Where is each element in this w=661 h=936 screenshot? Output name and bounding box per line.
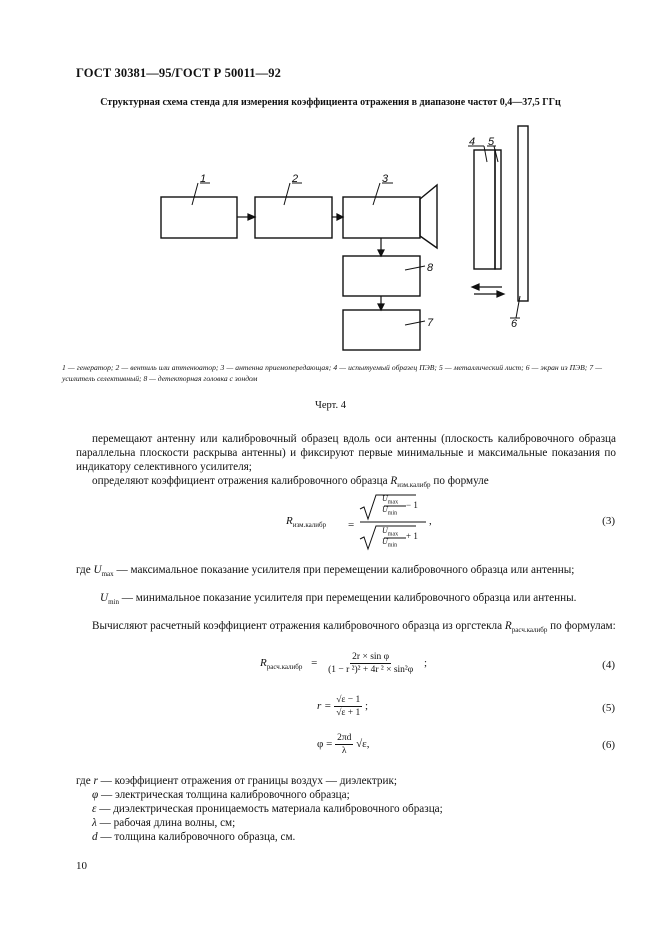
document-header: ГОСТ 30381—95/ГОСТ Р 50011—92 [76, 66, 281, 80]
label-4: 4 [469, 136, 476, 148]
definition-r: где r — коэффициент отражения от границы воздух — диэлектрик; [76, 775, 397, 787]
label-6: 6 [511, 318, 518, 330]
definition-phi: φ — электрическая толщина калибровочного образца; [92, 789, 350, 801]
label-5: 5 [488, 136, 495, 148]
figure-legend: 1 — генератор; 2 — вентиль или аттенюатор; 3 — антенна приемопередающая; 4 — испытуемый образец ПЭВ; 5 — металлический лист; 6 — экран из ПЭВ; 7 — усилитель селективный; 8 — детекторная головка с зондом [62, 363, 602, 383]
label-7: 7 [427, 317, 434, 329]
where-umax: где $U_{max}$ — максимальное показание усилителя при перемещении калибровочного образца или антенны; [76, 564, 575, 579]
block-1-generator [161, 197, 237, 238]
label-8: 8 [427, 262, 434, 274]
equation-5-number: (5) [602, 702, 615, 714]
definition-epsilon: ε — диэлектрическая проницаемость материала калибровочного образца; [92, 803, 443, 815]
label-3: 3 [382, 173, 389, 185]
paragraph-1: перемещают антенну или калибровочный образец вдоль оси антенны (плоскость калибровочного образца параллельна плоскости раскрыва антенны) и фиксируют первые минимальные и максимальные показания по индикатору селективного усилителя; [76, 433, 616, 473]
label-2: 2 [292, 173, 299, 185]
equation-3: $R_{изм.калибр}$ = $U_{max}$ $U_{min}$ − 1 $U_{max}$ $U_{min}$ + 1 , [286, 493, 466, 553]
equation-5: r = $\frac{√\varepsilon - 1}{√\varepsilon + 1}$ ; [317, 695, 369, 718]
where-umin: $U_{min}$ — минимальное показание усилителя при перемещении калибровочного образца или антенны. [100, 592, 577, 607]
sqrt-fraction [356, 493, 446, 553]
equation-6-number: (6) [602, 739, 615, 751]
sample-4 [474, 150, 495, 269]
paragraph-3: Вычисляют расчетный коэффициент отражения калибровочного образца из оргстекла $R_{расч.калибр}$ по формулам: [92, 620, 616, 635]
block-8-detector [343, 256, 420, 296]
equation-3-number: (3) [602, 515, 615, 527]
page-number: 10 [76, 860, 87, 872]
screen-6 [518, 126, 528, 301]
block-7-amplifier [343, 310, 420, 350]
figure-caption: Черт. 4 [315, 400, 346, 411]
figure-title: Структурная схема стенда для измерения коэффициента отражения в диапазоне частот 0,4—37,5 ГГц [100, 97, 561, 108]
definition-d: d — толщина калибровочного образца, см. [92, 831, 296, 843]
label-1: 1 [200, 173, 207, 185]
equation-6: φ = $\frac{2\pi d}{\lambda}$ √ε, [317, 733, 370, 756]
paragraph-2: определяют коэффициент отражения калибровочного образца $R_{изм.калибр}$ по формуле [92, 475, 489, 490]
antenna-horn [420, 185, 437, 248]
block-diagram [0, 0, 661, 360]
equation-4: $R_{расч.калибр}$ = $\frac{\text{2r × sin φ}}{\text{(1 − r ²)² + 4r ² × sin²φ}}$ ; [260, 652, 428, 675]
block-3-antenna [343, 197, 420, 238]
block-2-attenuator [255, 197, 332, 238]
definition-lambda: λ — рабочая длина волны, см; [92, 817, 236, 829]
equation-4-number: (4) [602, 659, 615, 671]
metal-sheet-5 [495, 150, 501, 269]
